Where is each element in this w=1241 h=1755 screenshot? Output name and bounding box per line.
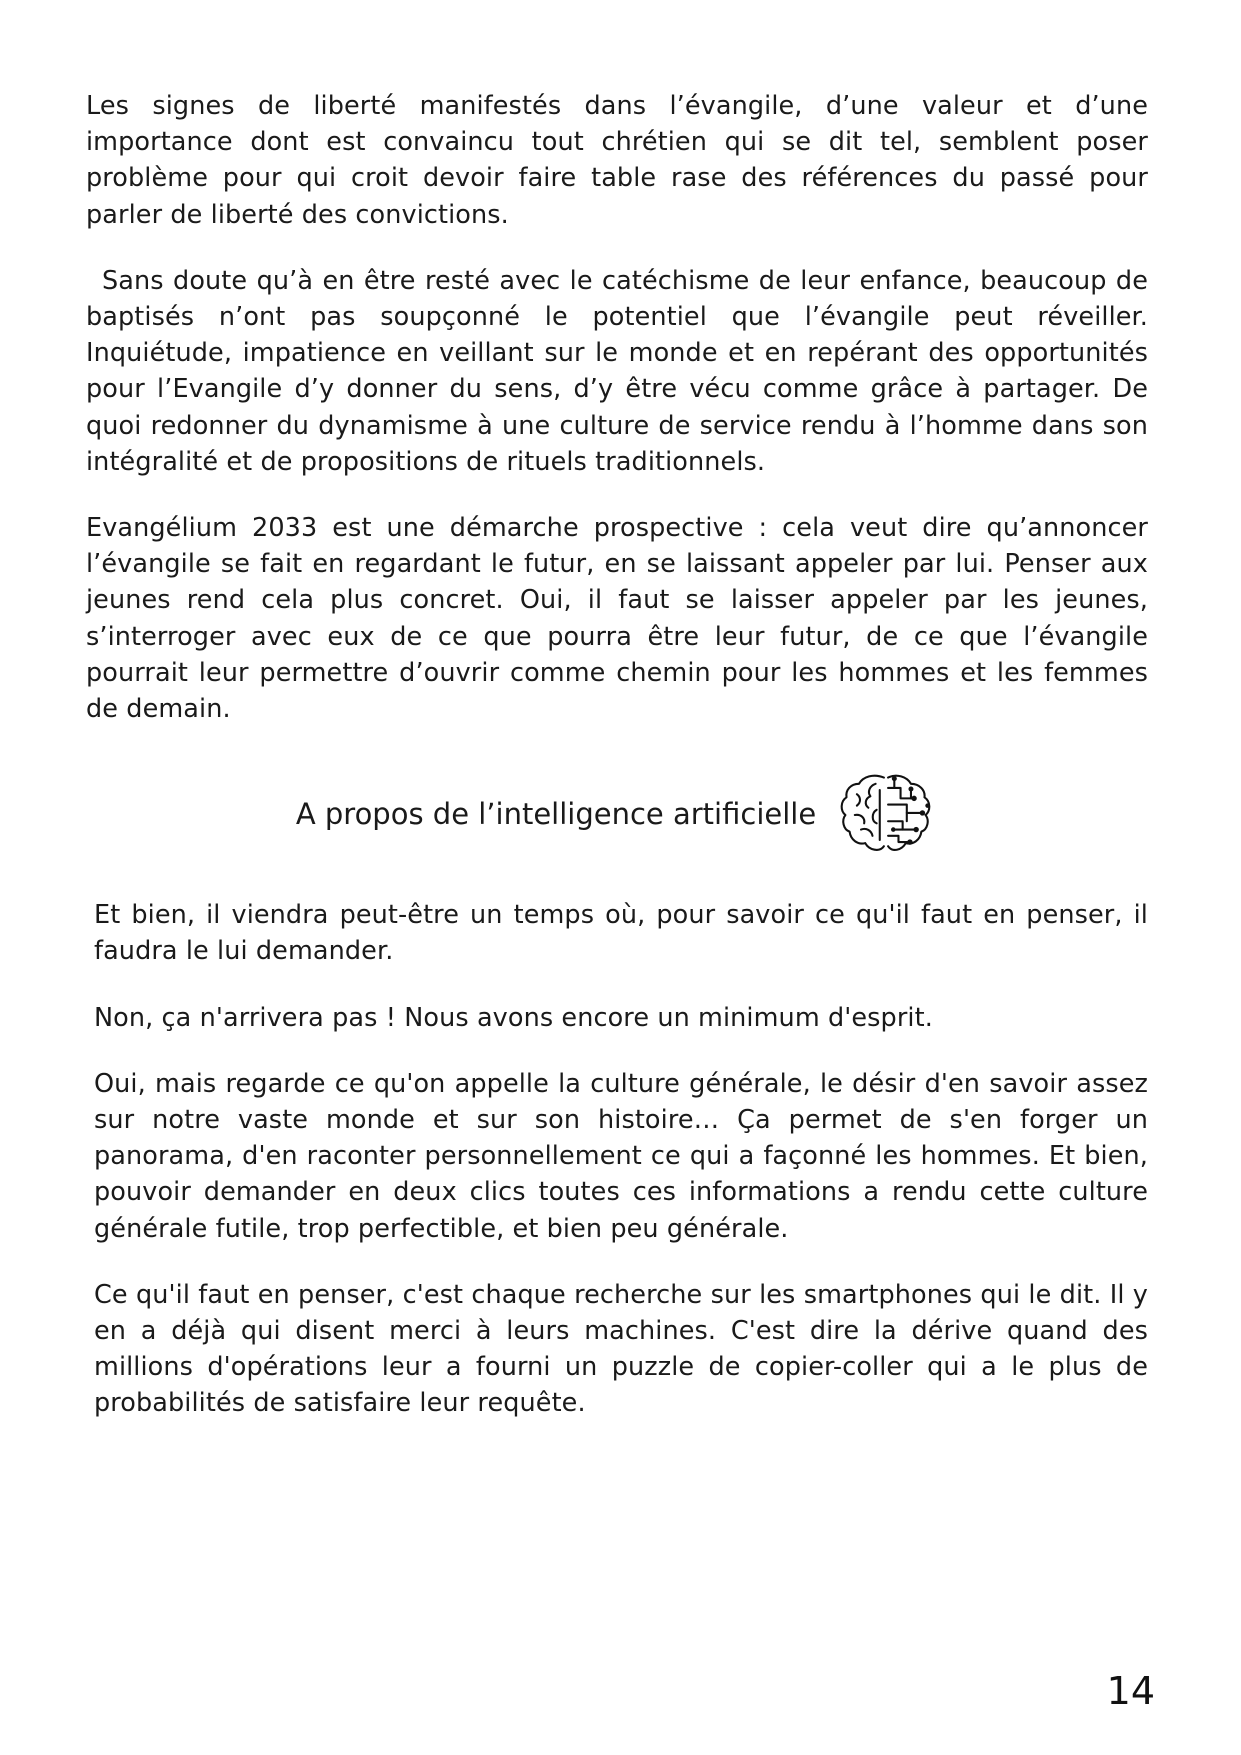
section-paragraph-1: Et bien, il viendra peut-être un temps où, pour savoir ce qu'il faut en penser, il faudra le lui demander. xyxy=(94,900,1148,967)
section-paragraph-2: Non, ça n'arrivera pas ! Nous avons encore un minimum d'esprit. xyxy=(94,1002,933,1033)
paragraph-1: Les signes de liberté manifestés dans l’évangile, d’une valeur et d’une importance dont est convaincu tout chrétien qui se dit tel, semblent poser problème pour qui croit devoir faire table rase des références du passé pour parler de liberté des convictions. xyxy=(86,91,1148,230)
page-number: 14 xyxy=(1106,1669,1155,1713)
brain-circuit-icon xyxy=(834,763,938,867)
section-body xyxy=(94,897,1148,1421)
section-paragraph-4: Ce qu'il faut en penser, c'est chaque recherche sur les smartphones qui le dit. Il y en a déjà qui disent merci à leurs machines. C'est dire la dérive quand des millions d'opérations leur a fourni un puzzle de copier-coller qui a le plus de probabilités de satisfaire leur requête. xyxy=(94,1279,1148,1419)
page-body xyxy=(86,88,1148,1452)
paragraph-2: Sans doute qu’à en être resté avec le catéchisme de leur enfance, beaucoup de baptisés n’ont pas soupçonné le potentiel que l’évangile peut réveiller. Inquiétude, impatience en veillant sur le monde et en repérant des opportunités pour l’Evangile d’y donner du sens, d’y être vécu comme grâce à partager. De quoi redonner du dynamisme à une culture de service rendu à l’homme dans son intégralité et de propositions de rituels traditionnels. xyxy=(86,265,1148,477)
paragraph-3: Evangélium 2033 est une démarche prospective : cela veut dire qu’annoncer l’évangile se fait en regardant le futur, en se laissant appeler par lui. Penser aux jeunes rend cela plus concret. Oui, il faut se laisser appeler par les jeunes, s’interroger avec eux de ce que pourra être leur futur, de ce que l’évangile pourrait leur permettre d’ouvrir comme chemin pour les hommes et les femmes de demain. xyxy=(86,513,1148,725)
section-paragraph-3: Oui, mais regarde ce qu'on appelle la culture générale, le désir d'en savoir assez sur notre vaste monde et sur son histoire… Ça permet de s'en forger un panorama, d'en raconter personnellement ce qui a façonné les hommes. Et bien, pouvoir demander en deux clics toutes ces informations a rendu cette culture générale futile, trop perfectible, et bien peu générale. xyxy=(94,1068,1148,1244)
section-heading-row xyxy=(86,763,1148,867)
section-heading: A propos de l’intelligence artificielle xyxy=(295,797,817,832)
